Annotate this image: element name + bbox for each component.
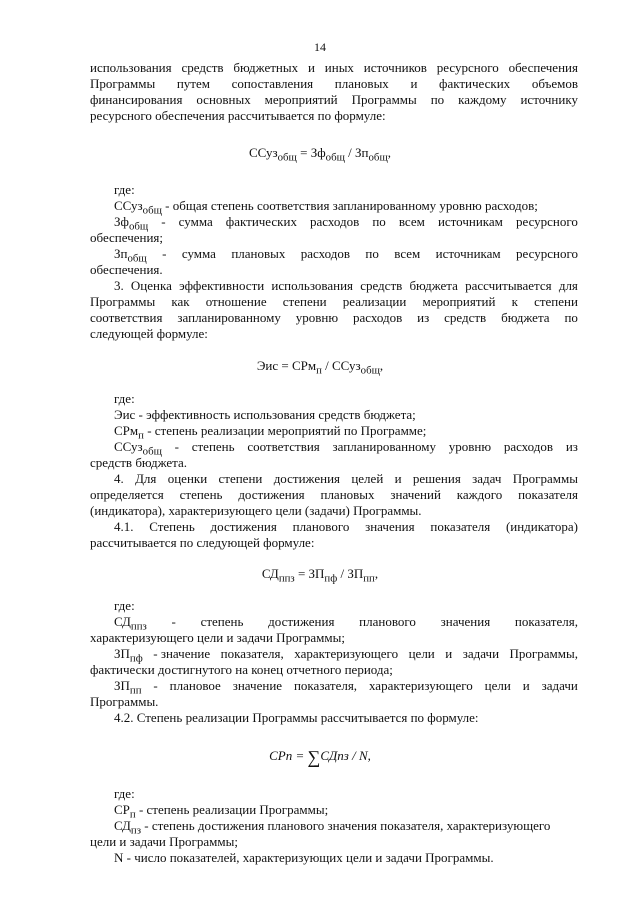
text-line [114,278,578,294]
word: $ЗП_{пф}$ [114,646,143,665]
word: $Зф_{общ}$ [114,214,149,233]
definition-line: N - число показателей, характеризующих цели и задачи Программы. [114,850,494,865]
word: Степень [149,519,195,534]
word: ресурсного [436,60,499,75]
word: показателя, [514,614,578,629]
definition-line: ССуз$_{общ}$ - общая степень соответствия запланированному уровню расходов; [114,198,538,217]
word: значение [232,678,283,693]
text-line: рассчитывается по следующей формуле: [90,535,315,550]
word: показателя [518,487,578,502]
word: сумма [181,246,216,261]
formula-4: СРп = ∑СДпз / N, [269,747,371,767]
word: средств [360,278,403,293]
word: и [410,76,418,91]
word: степень [191,439,235,454]
word: ССуз$_{общ}$ [114,439,162,458]
formula-3: $СД_{ппз} = ЗП_{пф} / ЗП_{пп}$, [261,566,379,585]
text-line: ресурсного обеспечения рассчитывается по формуле: [90,108,386,123]
word: решения [412,471,461,486]
word: Программы [90,294,156,309]
formula-2: Эис = СРм$_п$ / ССуз$_{общ}$, [256,358,384,377]
word: всем [398,214,425,229]
word: планового [359,614,416,629]
word: источнику [520,92,578,107]
word: основных [196,92,251,107]
word: степени [282,294,327,309]
word: - [174,439,179,454]
word: расходов [300,246,351,261]
word: задачи [462,646,500,661]
word: по [430,92,445,107]
word: Оценка [130,278,172,293]
word: плановых [320,487,375,502]
text-line: Программы. [90,694,159,709]
word: обеспечения [508,60,578,75]
text-line [90,310,578,326]
word: бюджетных [233,60,299,75]
word: путем [176,76,210,91]
word: достижения [273,471,341,486]
word: значения [365,519,415,534]
word: мероприятий [422,294,496,309]
word: значений [390,487,441,502]
text-line: средств бюджета. [90,455,188,470]
word: $ЗП_{пп}$ [114,678,142,697]
word: планового [292,519,350,534]
word: степени [534,294,578,309]
word: ресурсного [515,214,578,229]
word: - [153,678,158,693]
definition-line: $СР_п$ - степень реализации Программы; [114,802,329,821]
word: средств [444,310,487,325]
word: Программы [351,92,417,107]
text-line: следующей формуле: [90,326,208,341]
word: Для [135,471,157,486]
word: и [445,646,453,661]
word: для [558,278,578,293]
word: Программы [512,471,578,486]
word: задачи [541,678,578,693]
text-line [90,487,578,503]
word: достижения [268,614,335,629]
word: Программы, [509,646,578,661]
word: и [307,60,315,75]
word: - [162,246,167,261]
word: уровню [448,439,492,454]
word: каждого [456,487,503,502]
word: мероприятий [264,92,338,107]
text-line [90,76,578,92]
word: (индикатора) [505,519,578,534]
text-line: (индикатора), характеризующего цели (задачи) Программы. [90,503,422,518]
where-label: где: [114,786,135,801]
word: фактических [225,214,297,229]
word: запланированному [332,439,437,454]
word: бюджета [501,310,550,325]
word: по [564,310,578,325]
word: 4. [114,471,124,486]
word: достижения [238,487,305,502]
word: источникам [437,214,503,229]
word: показателя, [220,646,284,661]
word: реализации [342,294,407,309]
word: сумма [178,214,213,229]
word: рассчитывается [465,278,552,293]
word: эффективности [179,278,265,293]
word: использования [90,60,172,75]
word: плановых [334,76,389,91]
word: отношение [205,294,267,309]
word: расходов [352,310,403,325]
word: характеризующего [294,646,399,661]
word: из [565,439,578,454]
word: сопоставления [231,76,314,91]
word: по [365,246,379,261]
word: расходов [310,214,360,229]
word: к [511,294,518,309]
where-label: где: [114,598,135,613]
word: использования [271,278,354,293]
word: целей [351,471,384,486]
word: оценки [167,471,208,486]
word: 3. [114,278,124,293]
word: задач [472,471,502,486]
word: бюджета [409,278,458,293]
word: плановое [169,678,221,693]
text-line [114,519,578,535]
definition-line [114,678,578,699]
word: $СД_{ппз}$ [114,614,147,633]
word: степень [200,614,244,629]
word: источникам [435,246,501,261]
word: - [161,214,166,229]
word: показателя, [293,678,358,693]
word: и [522,678,530,693]
word: источников [363,60,427,75]
word: цели [408,646,435,661]
definition-line: $СД_{пз}$ - степень достижения планового значения показателя, характеризующего [114,818,551,837]
word: $Зп_{общ}$ [114,246,147,265]
word: средств [181,60,224,75]
word: - [171,614,176,629]
word: из [417,310,430,325]
word: и [394,471,402,486]
word: соответствия [90,310,163,325]
text-line [90,60,578,76]
page-number: 14 [314,40,326,54]
word: уровню [295,310,339,325]
word: финансирования [90,92,183,107]
text-line [90,294,578,310]
word: Программы [90,76,156,91]
word: фактических [439,76,511,91]
word: как [171,294,190,309]
text-line: цели и задачи Программы; [90,834,238,849]
word: достижения [210,519,277,534]
word: характеризующего [368,678,473,693]
word: 4.1. [114,519,134,534]
word: определяется [90,487,164,502]
word: иных [324,60,354,75]
word: по [372,214,386,229]
word: объемов [531,76,578,91]
word: ресурсного [516,246,578,261]
text-line: 4.2. Степень реализации Программы рассчитывается по формуле: [114,710,479,725]
formula-1: ССуз$_{общ}$ = $Зф_{общ} / Зп_{общ}$, [248,145,392,164]
definition-line: СРм$_п$ - степень реализации мероприятий по Программе; [114,423,427,442]
word: степени [218,471,263,486]
word: - значение [153,646,211,661]
text-line [90,92,578,108]
word: степень [179,487,223,502]
word: значения [440,614,491,629]
word: всем [394,246,421,261]
definition-line [114,246,578,267]
where-label: где: [114,391,135,406]
word: расходов [503,439,554,454]
text-line [114,471,578,487]
word: цели [484,678,511,693]
word: соответствия [247,439,320,454]
word: каждому [458,92,507,107]
text-line: обеспечения. [90,262,163,277]
word: запланированному [177,310,281,325]
text-line: характеризующего цели и задачи Программы; [90,630,345,645]
word: показателя [430,519,491,534]
text-line: обеспечения; [90,230,164,245]
definition-line [114,214,578,235]
definition-line: Эис - эффективность использования средств бюджета; [114,407,416,422]
text-line: фактически достигнутого на конец отчетного периода; [90,662,393,677]
word: плановых [231,246,286,261]
where-label: где: [114,182,135,197]
